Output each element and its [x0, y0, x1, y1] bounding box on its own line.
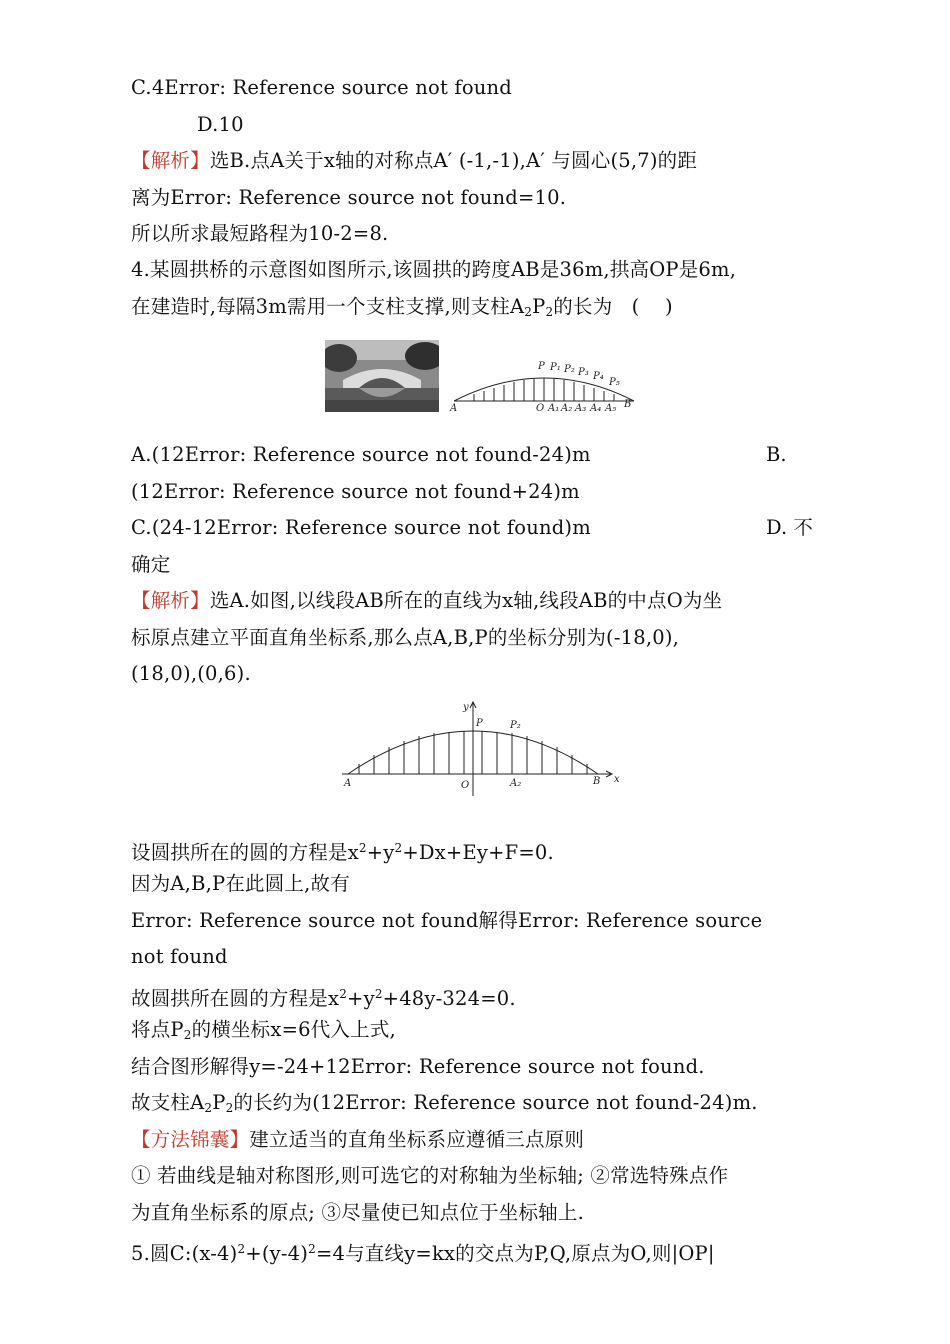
equation-line-4: not found — [131, 945, 228, 968]
method-line-2: ① 若曲线是轴对称图形,则可选它的对称轴为坐标轴; ②常选特殊点作 — [131, 1164, 729, 1187]
q4-sub-2: 2 — [545, 305, 554, 319]
eq1-sup-1: 2 — [358, 841, 367, 855]
eq1-text-c: +Dx+Ey+F=0. — [402, 841, 554, 864]
eq1-text-a: 设圆拱所在的圆的方程是x — [131, 841, 359, 864]
eq8-sub-2: 2 — [225, 1101, 234, 1115]
question-4-line-1: 4.某圆拱桥的示意图如图所示,该圆拱的跨度AB是36m,拱高OP是6m, — [131, 258, 737, 281]
line-1: C.4Error: Reference source not found — [131, 76, 512, 99]
q5-text-b: +(y-4) — [245, 1242, 309, 1265]
fig2-label-a2: A₂ — [510, 778, 522, 789]
q4-sub-1: 2 — [524, 305, 533, 319]
fig1-label-a4: A₄ — [590, 403, 602, 414]
eq6-text-b: 的横坐标x=6代入上式, — [191, 1018, 396, 1041]
coordinate-arch-figure — [336, 700, 626, 800]
option-d-2: D. 不 — [766, 516, 813, 539]
option-d-continued: 确定 — [131, 553, 171, 576]
fig2-label-p: P — [476, 718, 483, 729]
equation-line-3: Error: Reference source not found解得Error: Reference source — [131, 909, 763, 932]
analysis-line-1 — [131, 148, 697, 174]
bridge-photo — [325, 340, 439, 412]
arch-schematic — [446, 355, 642, 417]
equation-line-6 — [131, 1017, 396, 1048]
option-c: C.(24-12Error: Reference source not found)m — [131, 516, 591, 539]
eq5-text-c: +48y-324=0. — [382, 987, 516, 1010]
equation-line-1 — [131, 835, 554, 866]
fig1-label-a: A — [450, 403, 458, 414]
option-a: A.(12Error: Reference source not found-24)m — [131, 443, 591, 466]
eq5-sup-2: 2 — [374, 987, 383, 1001]
option-d: D.10 — [197, 113, 244, 136]
analysis-text: 选B.点A关于x轴的对称点A′ (-1,-1),A′ 与圆心(5,7)的距 — [209, 149, 698, 172]
fig1-label-a2: A₂ — [561, 403, 573, 414]
fig1-label-p1: P₁ — [550, 362, 561, 373]
fig1-label-p5: P₅ — [609, 377, 620, 388]
equation-line-2: 因为A,B,P在此圆上,故有 — [131, 872, 350, 895]
analysis-line-2: 离为Error: Reference source not found=10. — [131, 186, 567, 209]
eq5-sup-1: 2 — [339, 987, 348, 1001]
fig1-label-p3: P₃ — [578, 367, 589, 378]
option-b-continued: (12Error: Reference source not found+24)m — [131, 480, 580, 503]
fig1-label-b: B — [624, 399, 632, 410]
fig2-label-a: A — [344, 778, 352, 789]
eq5-text-b: +y — [347, 987, 375, 1010]
method-line-1 — [131, 1127, 584, 1153]
q5-sup-1: 2 — [237, 1242, 246, 1256]
fig2-label-b: B — [593, 776, 601, 787]
question-5-line-1 — [131, 1236, 715, 1267]
solution-line-1 — [131, 588, 722, 614]
q4-text-c: 的长为 ( ) — [553, 295, 673, 318]
q4-text-b: P — [532, 295, 546, 318]
solution-tag: 【解析】 — [131, 589, 210, 612]
bridge-photo-drawing — [325, 340, 439, 412]
analysis-line-3: 所以所求最短路程为10-2=8. — [131, 222, 389, 245]
eq8-text-b: P — [212, 1091, 226, 1114]
solution-text: 选A.如图,以线段AB所在的直线为x轴,线段AB的中点O为坐 — [209, 589, 723, 612]
eq8-text-c: 的长约为(12Error: Reference source not found-24)m. — [233, 1091, 758, 1114]
question-4-line-2 — [131, 294, 673, 325]
method-tag: 【方法锦囊】 — [131, 1128, 250, 1151]
method-text: 建立适当的直角坐标系应遵循三点原则 — [249, 1128, 585, 1151]
option-b: B. — [766, 443, 787, 466]
fig1-label-p4: P₄ — [593, 371, 604, 382]
equation-line-5 — [131, 981, 516, 1012]
eq5-text-a: 故圆拱所在圆的方程是x — [131, 987, 340, 1010]
fig1-label-p: P — [538, 361, 545, 372]
eq1-text-b: +y — [366, 841, 395, 864]
fig2-label-p2: P₂ — [510, 720, 521, 731]
q5-sup-2: 2 — [308, 1242, 316, 1256]
q5-text-a: 5.圆C:(x-4) — [131, 1242, 238, 1265]
solution-line-2: 标原点建立平面直角坐标系,那么点A,B,P的坐标分别为(-18,0), — [131, 626, 680, 649]
fig1-label-a3: A₃ — [575, 403, 587, 414]
fig1-label-o: O — [536, 403, 545, 414]
eq8-text-a: 故支柱A — [131, 1091, 205, 1114]
q5-text-c: =4与直线y=kx的交点为P,Q,原点为O,则|OP| — [315, 1242, 715, 1265]
eq1-sup-2: 2 — [394, 841, 403, 855]
solution-line-3: (18,0),(0,6). — [131, 662, 251, 685]
fig1-label-a5: A₅ — [605, 403, 617, 414]
equation-line-8 — [131, 1090, 758, 1121]
analysis-tag: 【解析】 — [131, 149, 210, 172]
eq6-sub: 2 — [183, 1028, 192, 1042]
fig2-label-x: x — [614, 774, 620, 785]
method-line-3: 为直角坐标系的原点; ③尽量使已知点位于坐标轴上. — [131, 1201, 584, 1224]
eq8-sub-1: 2 — [204, 1101, 213, 1115]
fig1-label-p2: P₂ — [564, 364, 575, 375]
q4-text-a: 在建造时,每隔3m需用一个支柱支撑,则支柱A — [131, 295, 525, 318]
fig2-label-y: y — [463, 702, 469, 713]
fig1-label-a1: A₁ — [548, 403, 560, 414]
fig2-label-o: O — [461, 780, 470, 791]
eq6-text-a: 将点P — [131, 1018, 184, 1041]
equation-line-7: 结合图形解得y=-24+12Error: Reference source not found. — [131, 1055, 705, 1078]
